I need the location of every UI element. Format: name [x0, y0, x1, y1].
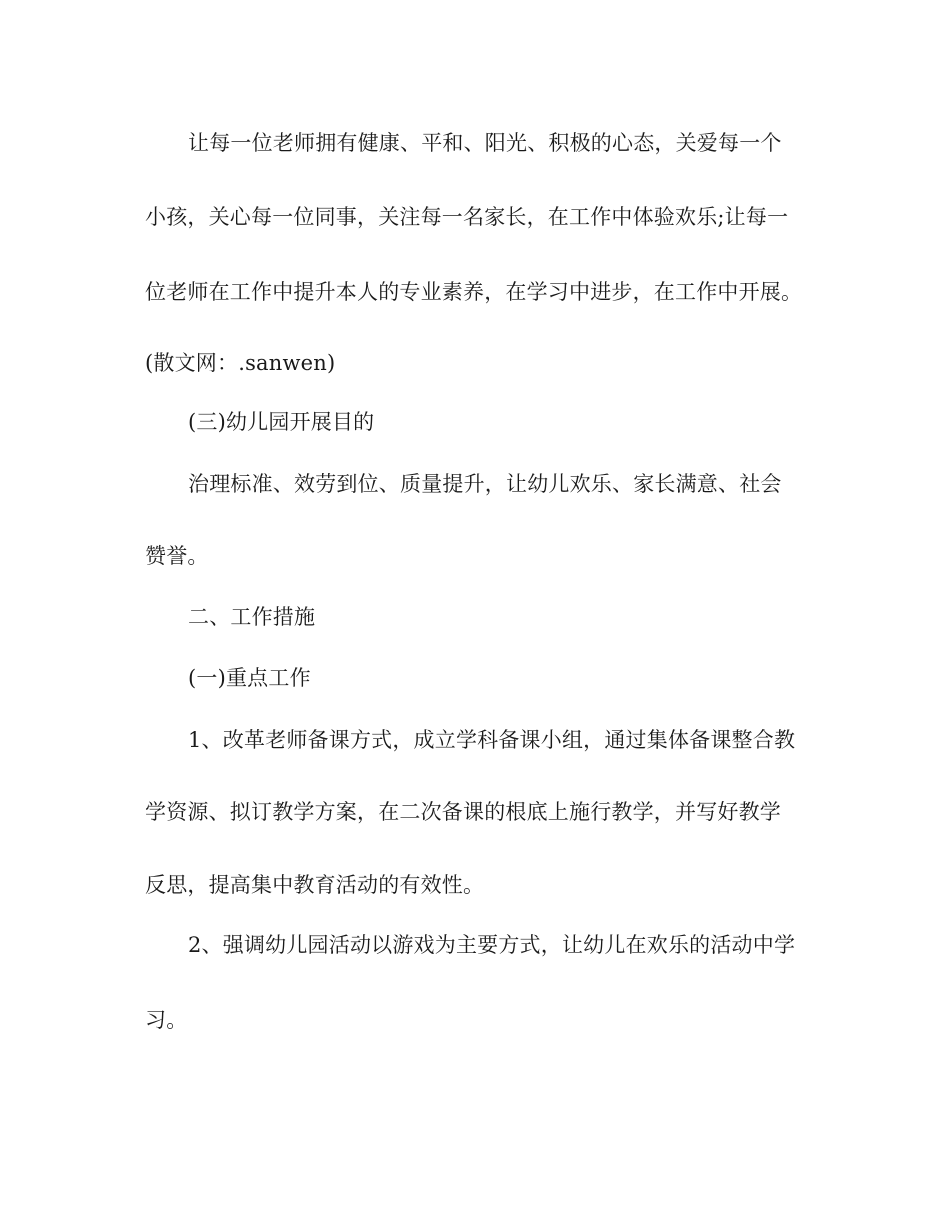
source-note: (散文网：.sanwen)	[145, 351, 336, 375]
section-heading: (三)幼儿园开展目的	[188, 410, 375, 434]
subsection-heading: (一)重点工作	[188, 666, 311, 690]
paragraph-line: 学资源、拟订教学方案，在二次备课的根底上施行教学，并写好教学	[145, 800, 781, 824]
paragraph-line: 赞誉。	[145, 544, 209, 568]
paragraph-line: 让每一位老师拥有健康、平和、阳光、积极的心态，关爱每一个	[188, 131, 782, 155]
paragraph-line: 治理标准、效劳到位、质量提升，让幼儿欢乐、家长满意、社会	[188, 472, 782, 496]
section-heading: 二、工作措施	[188, 605, 316, 629]
paragraph-line: 反思，提高集中教育活动的有效性。	[145, 873, 485, 897]
paragraph-line: 小孩，关心每一位同事，关注每一名家长，在工作中体验欢乐;让每一	[145, 205, 789, 229]
paragraph-line: 位老师在工作中提升本人的专业素养，在学习中进步，在工作中开展。	[145, 280, 803, 304]
paragraph-line: 1、改革老师备课方式，成立学科备课小组，通过集体备课整合教	[188, 728, 796, 752]
paragraph-line: 习。	[145, 1008, 188, 1032]
paragraph-line: 2、强调幼儿园活动以游戏为主要方式，让幼儿在欢乐的活动中学	[188, 933, 796, 957]
